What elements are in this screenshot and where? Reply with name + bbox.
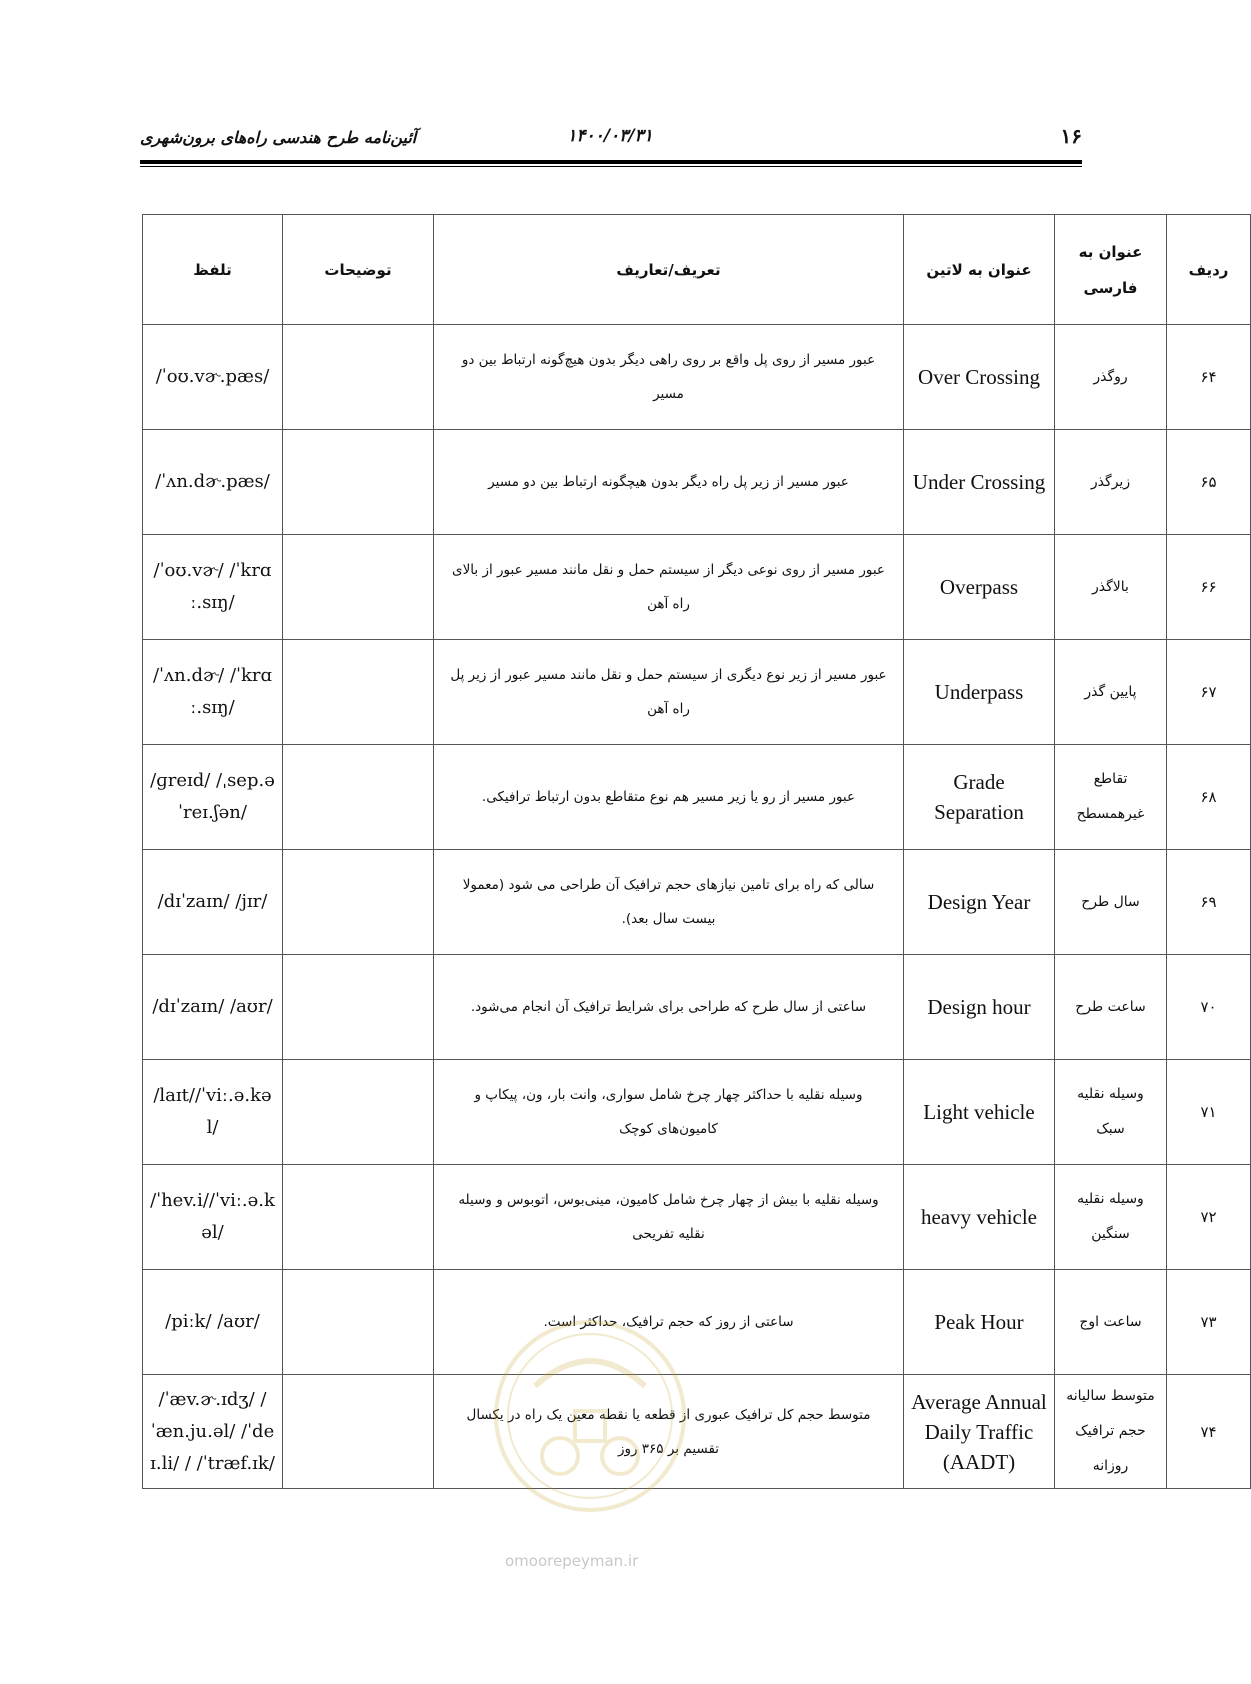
cell-notes [283, 535, 434, 640]
cell-row-number: ۶۷ [1167, 640, 1251, 745]
cell-notes [283, 745, 434, 850]
cell-persian-title: روگذر [1055, 325, 1167, 430]
cell-notes [283, 325, 434, 430]
cell-latin-title: Design hour [904, 955, 1055, 1060]
cell-definition: عبور مسیر از زیر پل راه دیگر بدون هیچگونه ارتباط بین دو مسیر [434, 430, 904, 535]
table-row [143, 955, 1251, 1060]
cell-row-number: ۷۴ [1167, 1375, 1251, 1489]
table-row [143, 535, 1251, 640]
cell-latin-title: Under Crossing [904, 430, 1055, 535]
cell-notes [283, 1165, 434, 1270]
cell-row-number: ۷۳ [1167, 1270, 1251, 1375]
cell-definition: عبور مسیر از روی پل واقع بر روی راهی دیگر بدون هیچ‌گونه ارتباط بین دو مسیر [434, 325, 904, 430]
table-row [143, 1060, 1251, 1165]
header-notes: توضیحات [283, 215, 434, 325]
table-row [143, 640, 1251, 745]
cell-notes [283, 430, 434, 535]
header-row-number: ردیف [1167, 215, 1251, 325]
cell-latin-title: Overpass [904, 535, 1055, 640]
cell-definition: عبور مسیر از روی نوعی دیگر از سیستم حمل و نقل مانند مسیر عبور از بالای راه آهن [434, 535, 904, 640]
header-rule-thin [140, 166, 1082, 167]
table-row [143, 325, 1251, 430]
cell-row-number: ۷۰ [1167, 955, 1251, 1060]
cell-definition: وسیله نقلیه با بیش از چهار چرخ شامل کامیون، مینی‌بوس، اتوبوس و وسیله نقلیه تفریحی [434, 1165, 904, 1270]
cell-persian-title: ساعت طرح [1055, 955, 1167, 1060]
cell-persian-title: زیرگذر [1055, 430, 1167, 535]
glossary-table [142, 214, 1251, 1489]
table-header-row [143, 215, 1251, 325]
cell-row-number: ۶۵ [1167, 430, 1251, 535]
cell-persian-title: وسیله نقلیه سبک [1055, 1060, 1167, 1165]
cell-notes [283, 850, 434, 955]
cell-persian-title: سال طرح [1055, 850, 1167, 955]
cell-notes [283, 1060, 434, 1165]
cell-pronunciation: /piːk/ /aʊr/ [143, 1270, 283, 1375]
document-title: آئین‌نامه طرح هندسی راه‌های برون‌شهری [140, 128, 417, 147]
cell-persian-title: وسیله نقلیه سنگین [1055, 1165, 1167, 1270]
cell-pronunciation: /ˈoʊ.vɚ.pæs/ [143, 325, 283, 430]
cell-persian-title: پایین گذر [1055, 640, 1167, 745]
cell-latin-title: heavy vehicle [904, 1165, 1055, 1270]
header-persian-title: عنوان به فارسی [1055, 215, 1167, 325]
cell-pronunciation: /dɪˈzaɪn/ /jɪr/ [143, 850, 283, 955]
cell-notes [283, 1375, 434, 1489]
cell-pronunciation: /dɪˈzaɪn/ /aʊr/ [143, 955, 283, 1060]
cell-pronunciation: /ˈoʊ.vɚ/ /ˈkrɑː.sɪŋ/ [143, 535, 283, 640]
cell-pronunciation: /ˈʌn.dɚ/ /ˈkrɑː.sɪŋ/ [143, 640, 283, 745]
cell-row-number: ۶۴ [1167, 325, 1251, 430]
cell-latin-title: Design Year [904, 850, 1055, 955]
table-row [143, 1270, 1251, 1375]
cell-definition: ساعتی از سال طرح که طراحی برای شرایط ترافیک آن انجام می‌شود. [434, 955, 904, 1060]
cell-persian-title: ساعت اوج [1055, 1270, 1167, 1375]
document-date: ۱۴۰۰/۰۳/۳۱ [567, 126, 653, 146]
cell-row-number: ۷۱ [1167, 1060, 1251, 1165]
cell-pronunciation: /laɪt//ˈviː.ə.kəl/ [143, 1060, 283, 1165]
cell-definition: عبور مسیر از زیر نوع دیگری از سیستم حمل و نقل مانند مسیر عبور از زیر پل راه آهن [434, 640, 904, 745]
cell-pronunciation: /ˈʌn.dɚ.pæs/ [143, 430, 283, 535]
cell-persian-title: متوسط سالیانه حجم ترافیک روزانه [1055, 1375, 1167, 1489]
cell-definition: وسیله نقلیه با حداکثر چهار چرخ شامل سواری، وانت بار، ون، پیکاپ و کامیون‌های کوچک [434, 1060, 904, 1165]
header-rule-thick [140, 160, 1082, 164]
table-row [143, 745, 1251, 850]
page-number: ۱۶ [1060, 124, 1082, 148]
cell-notes [283, 955, 434, 1060]
table-row [143, 1165, 1251, 1270]
cell-definition: متوسط حجم کل ترافیک عبوری از قطعه یا نقطه معین یک راه در یکسال تقسیم بر ۳۶۵ روز [434, 1375, 904, 1489]
cell-latin-title: Average Annual Daily Traffic (AADT) [904, 1375, 1055, 1489]
table-row [143, 1375, 1251, 1489]
table-row [143, 850, 1251, 955]
cell-definition: سالی که راه برای تامین نیازهای حجم ترافیک آن طراحی می شود (معمولا بیست سال بعد). [434, 850, 904, 955]
cell-persian-title: تقاطع غیرهمسطح [1055, 745, 1167, 850]
watermark-url: omoorepeyman.ir [505, 1552, 639, 1570]
header-definition: تعریف/تعاریف [434, 215, 904, 325]
cell-notes [283, 640, 434, 745]
cell-row-number: ۶۸ [1167, 745, 1251, 850]
cell-row-number: ۶۹ [1167, 850, 1251, 955]
header-latin-title: عنوان به لاتین [904, 215, 1055, 325]
cell-latin-title: Light vehicle [904, 1060, 1055, 1165]
cell-row-number: ۷۲ [1167, 1165, 1251, 1270]
cell-latin-title: Grade Separation [904, 745, 1055, 850]
header-pronunciation: تلفظ [143, 215, 283, 325]
cell-row-number: ۶۶ [1167, 535, 1251, 640]
cell-latin-title: Peak Hour [904, 1270, 1055, 1375]
cell-definition: ساعتی از روز که حجم ترافیک، حداکثر است. [434, 1270, 904, 1375]
cell-latin-title: Underpass [904, 640, 1055, 745]
cell-definition: عبور مسیر از رو یا زیر مسیر هم نوع متقاطع بدون ارتباط ترافیکی. [434, 745, 904, 850]
cell-pronunciation: /ˈhev.i//ˈviː.ə.kəl/ [143, 1165, 283, 1270]
cell-notes [283, 1270, 434, 1375]
cell-persian-title: بالاگذر [1055, 535, 1167, 640]
cell-latin-title: Over Crossing [904, 325, 1055, 430]
cell-pronunciation: /ɡreɪd/ /ˌsep.əˈreɪ.ʃən/ [143, 745, 283, 850]
table-row [143, 430, 1251, 535]
cell-pronunciation: /ˈæv.ɚ.ɪdʒ/ /ˈæn.ju.əl/ /ˈdeɪ.li/ / /ˈtræf.ɪk/ [143, 1375, 283, 1489]
table-body [143, 325, 1251, 1489]
